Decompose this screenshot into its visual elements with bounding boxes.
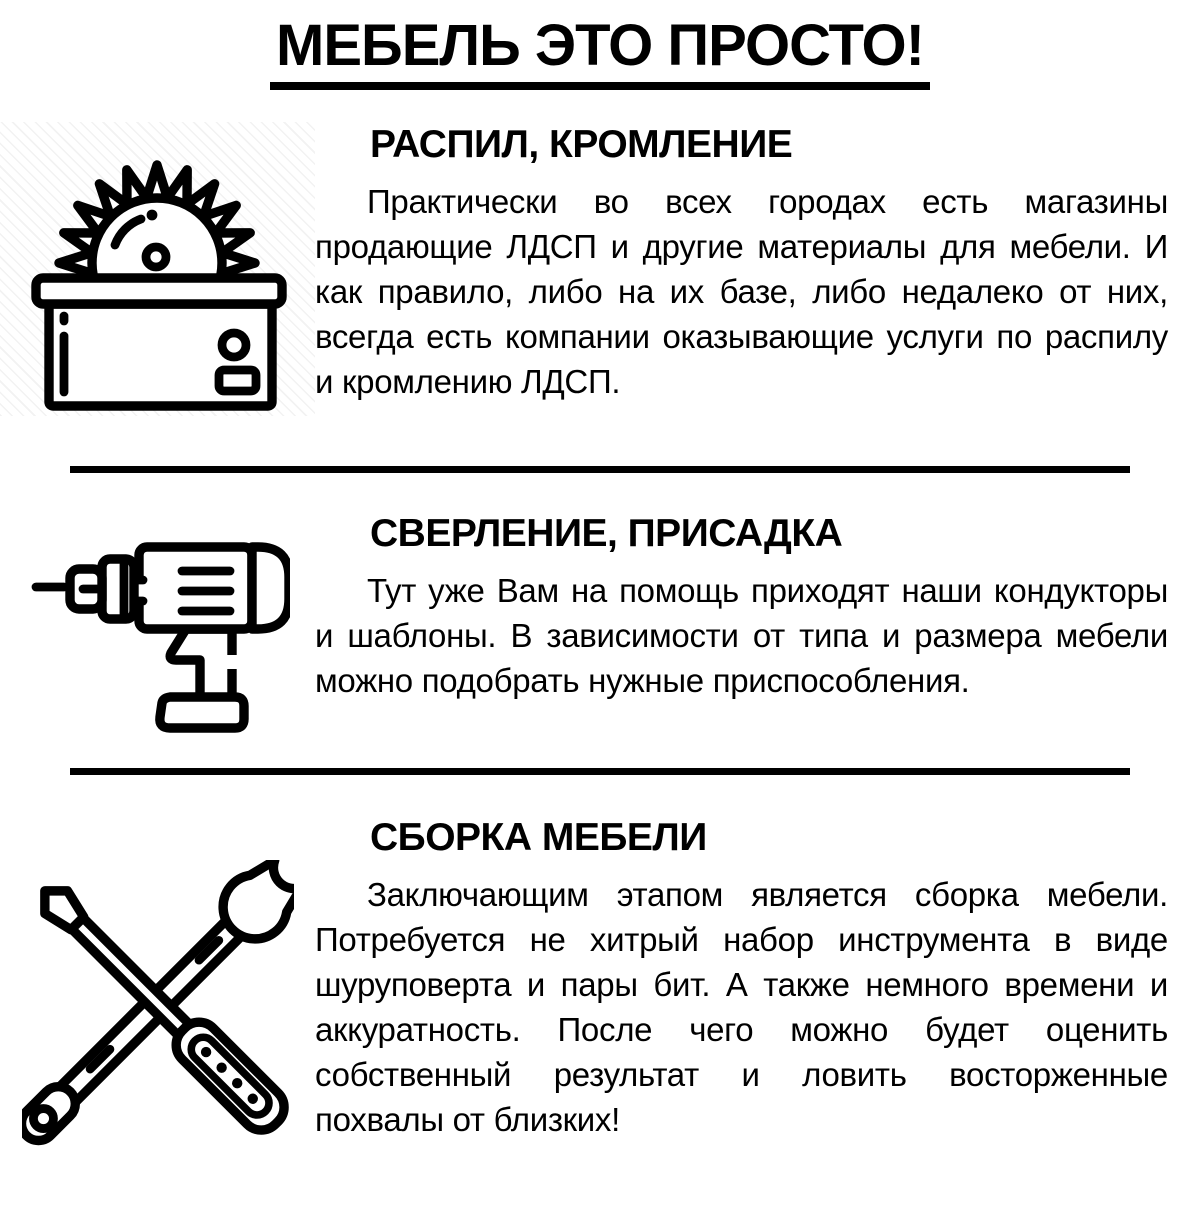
section-drilling [0,511,1200,739]
section-assembly-icon-col [0,815,315,1156]
drill-icon [26,539,290,739]
section-divider [70,466,1130,473]
section-assembly-paragraph: Заключающим этапом является сборка мебели. Потребуется не хитрый набор инструмента в виде шуруповерта и пары бит. А также немного времени и аккуратность. После чего можно будет оценить собственный результат и ловить восторженные похвалы от близких! [315,875,1168,1138]
section-cutting-text [315,122,1200,404]
section-drilling-text [315,511,1200,703]
section-assembly [0,815,1200,1156]
section-cutting [0,122,1200,416]
section-assembly-text [315,815,1200,1142]
section-assembly-heading: СБОРКА МЕБЕЛИ [370,815,707,859]
infographic-page [0,14,1200,1214]
page-title [0,14,1200,90]
section-drilling-icon-col [0,511,315,739]
section-divider [70,768,1130,775]
section-cutting-paragraph: Практически во всех городах есть магазины продающие ЛДСП и другие материалы для мебели. И как правило, либо на их базе, либо недалеко от них, всегда есть компании оказывающие услуги по распилу и кромлению ЛДСП. [315,182,1168,400]
wrench-screwdriver-icon [22,860,294,1156]
section-drilling-heading: СВЕРЛЕНИЕ, ПРИСАДКА [370,511,843,555]
section-cutting-heading: РАСПИЛ, КРОМЛЕНИЕ [370,122,793,166]
section-drilling-paragraph: Тут уже Вам на помощь приходят наши кондукторы и шаблоны. В зависимости от типа и размера мебели можно подобрать нужные приспособления. [315,571,1168,699]
page-title-text: МЕБЕЛЬ ЭТО ПРОСТО! [270,14,930,90]
table-saw-icon [26,156,290,416]
section-cutting-icon-col [0,122,315,416]
